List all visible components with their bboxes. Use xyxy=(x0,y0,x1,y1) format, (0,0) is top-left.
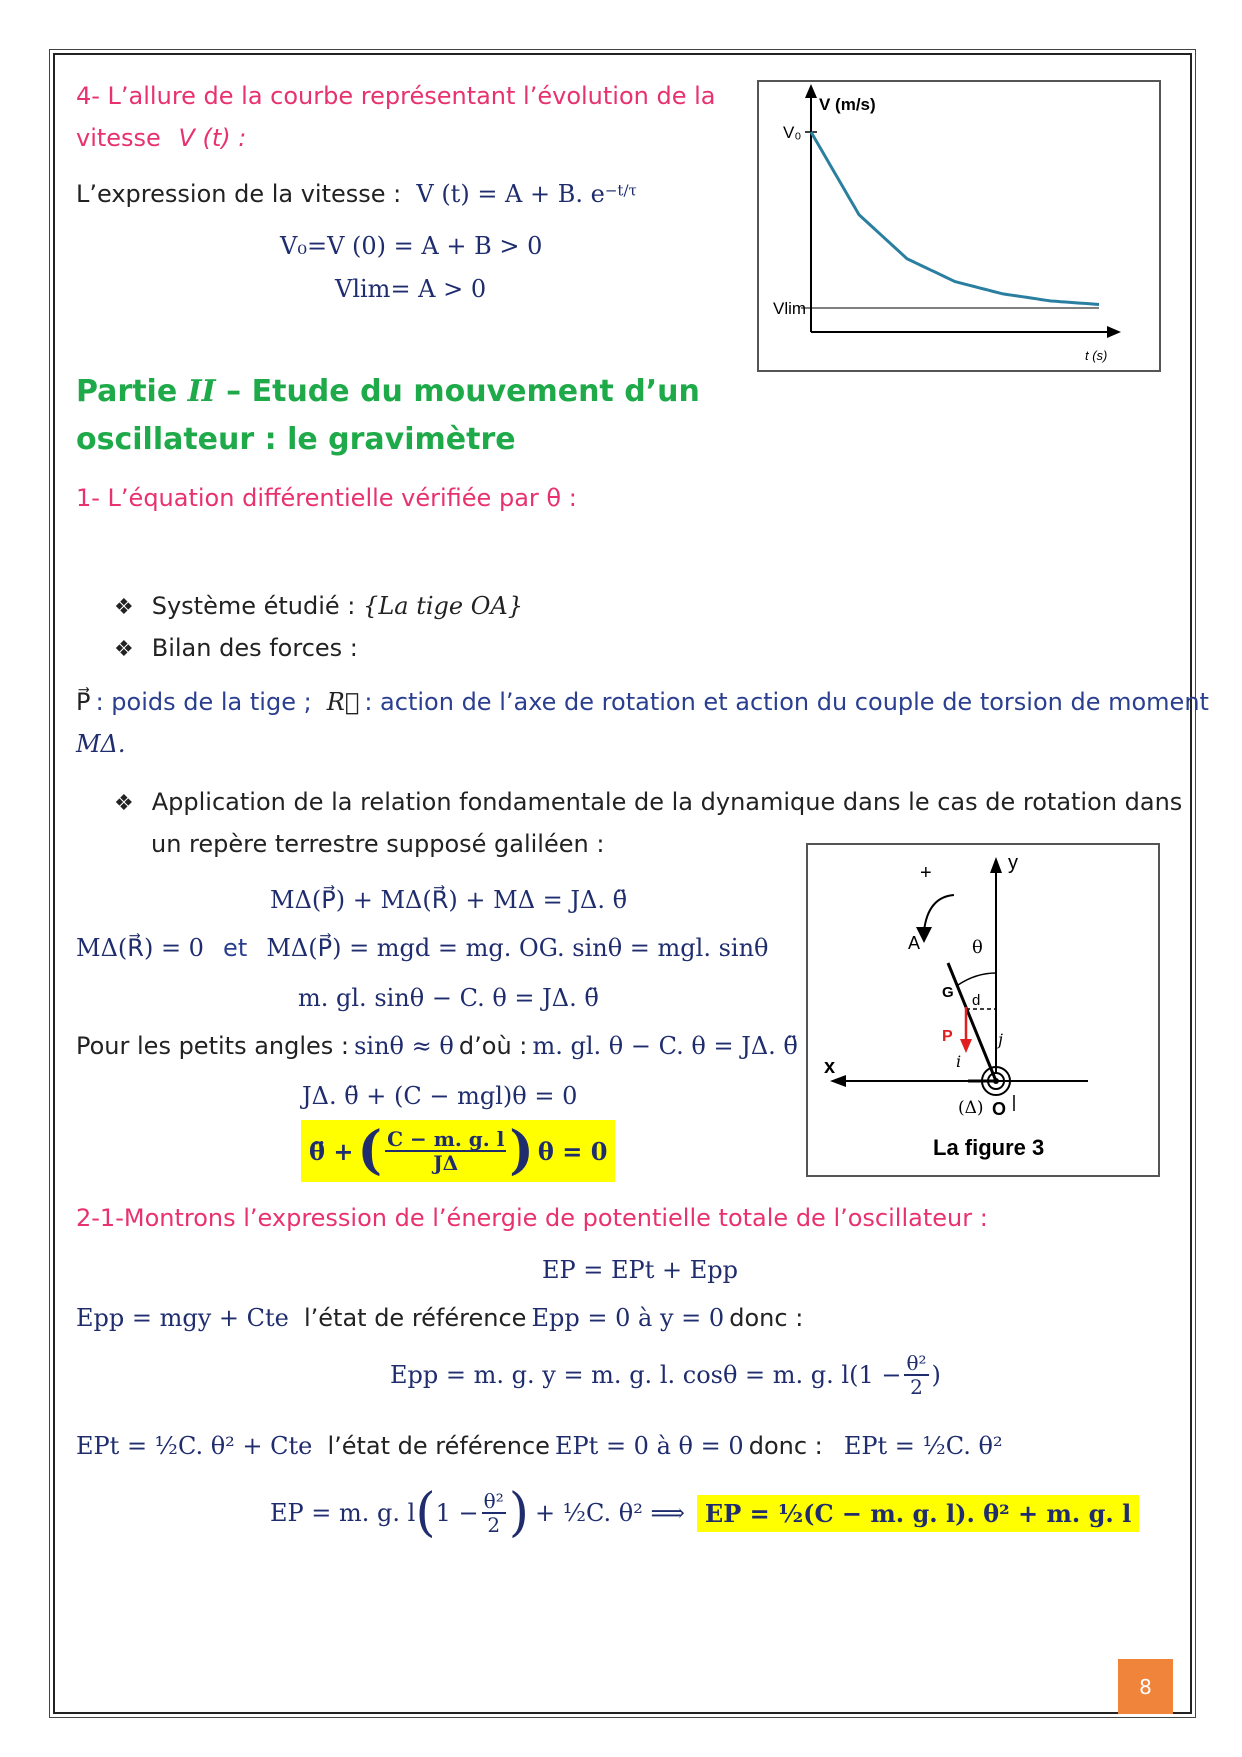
q4-v0-line: V₀=V (0) = A + B > 0 xyxy=(280,232,543,260)
q4-expression xyxy=(76,180,637,208)
ept-ref-math: EPt = 0 à θ = 0 xyxy=(555,1432,744,1460)
part2-title-c: – Etude du mouvement d’un xyxy=(215,374,700,409)
q4-expr: V (t) = A + B. e xyxy=(416,180,605,208)
bullet-system xyxy=(114,592,523,620)
y-axis-arrow xyxy=(805,84,817,98)
q4-expr-label: L’expression de la vitesse : xyxy=(76,180,402,208)
final-differential-equation: θ̈ + ( $\frac{C - m. g. l}{J\Delta}$ ) θ = 0 xyxy=(301,1120,615,1182)
bullet-diamond-icon: ❖ xyxy=(114,595,134,620)
ept-result: EPt = ½C. θ² xyxy=(843,1432,1003,1460)
fig-i-label: i xyxy=(956,1052,962,1071)
force-r-desc: : action de l’axe de rotation et action du couple de torsion de moment xyxy=(364,688,1209,716)
moment-symbol: MΔ. xyxy=(76,730,126,758)
fig-delta-label: (Δ) xyxy=(958,1098,984,1118)
chart-vlim-label: Vlim xyxy=(773,299,807,318)
force-p-symbol: P⃗ xyxy=(76,688,91,716)
equation-2b: et xyxy=(223,934,248,962)
ep-final-line: EP = m. g. l ( 1 − $\frac{\text{θ²}}{2}$ ) + ½C. θ² ⟹ EP = ½(C − m. g. l). θ² + m. g. l xyxy=(270,1482,1139,1544)
fig-g-label: G xyxy=(942,984,954,1001)
q21-heading: 2-1-Montrons l’expression de l’énergie de potentielle totale de l’oscillateur : xyxy=(76,1204,988,1232)
ep-final-result: EP = ½(C − m. g. l). θ² + m. g. l xyxy=(697,1495,1139,1532)
fig-d-label: d xyxy=(972,992,981,1009)
fig-theta-label: θ xyxy=(972,937,983,958)
q1-heading: 1- L’équation différentielle vérifiée par θ : xyxy=(76,484,577,512)
epp-expression: Epp = m. g. y = m. g. l. cosθ = m. g. l(1 − $\frac{\text{θ²}}{2}$ ) xyxy=(390,1351,941,1399)
small-angle-text1: Pour les petits angles : xyxy=(76,1032,349,1060)
fig-rotation-arrow xyxy=(924,895,954,931)
ept-donc: donc : xyxy=(748,1432,823,1460)
epp-expr: Epp = m. g. y = m. g. l. cosθ = m. g. l(1 − xyxy=(390,1361,902,1389)
equation-1: MΔ(P⃗) + MΔ(R⃗) + MΔ = JΔ. θ̈ xyxy=(270,886,628,914)
figure-3 xyxy=(806,843,1160,1177)
q4-heading-word: vitesse xyxy=(76,124,161,152)
bullet-forces xyxy=(114,634,358,662)
equation-4: JΔ. θ̈ + (C − mgl)θ = 0 xyxy=(302,1082,578,1110)
part2-title-a: Partie xyxy=(76,374,188,409)
velocity-curve xyxy=(811,132,1099,305)
ept-definition-line xyxy=(76,1432,1003,1460)
ept-ref-text: l’état de référence xyxy=(327,1432,550,1460)
small-angle-text2: d’où : xyxy=(458,1032,528,1060)
x-axis-arrow xyxy=(1107,326,1121,338)
forces-label: Bilan des forces : xyxy=(151,634,358,662)
chart-xlabel: t (s) xyxy=(1085,348,1108,363)
small-angle-line xyxy=(76,1032,798,1060)
equation-2 xyxy=(76,934,769,962)
ept-def: EPt = ½C. θ² + Cte xyxy=(76,1432,313,1460)
velocity-chart-svg xyxy=(759,82,1159,370)
ep-final-left: EP = m. g. l xyxy=(270,1499,416,1527)
fig-o-label: O xyxy=(992,1099,1007,1119)
fig-p-label: P xyxy=(942,1028,953,1045)
small-angle-math1: sinθ ≈ θ xyxy=(354,1032,454,1060)
epp-definition-line xyxy=(76,1304,803,1332)
system-value: {La tige OA} xyxy=(363,592,523,620)
bullet-apply xyxy=(114,788,1182,816)
small-angle-math2: m. gl. θ − C. θ = JΔ. θ̈ xyxy=(532,1032,798,1060)
fig-plus-label: + xyxy=(920,862,932,884)
final-eq-fraction xyxy=(385,1128,506,1174)
part2-title-numeral: II xyxy=(187,374,216,409)
figure-3-svg xyxy=(808,845,1158,1175)
fig-j-label: j xyxy=(998,1030,1003,1049)
ep-final-fraction: $\frac{\text{θ²}}{2}$ xyxy=(483,1489,504,1537)
final-eq-denominator: JΔ xyxy=(433,1151,459,1175)
bullet-diamond-icon: ❖ xyxy=(114,637,134,662)
fig-y-label: y xyxy=(1008,852,1018,874)
fig-theta-arc xyxy=(958,973,996,985)
chart-ylabel: V (m/s) xyxy=(819,95,876,114)
equation-2c: MΔ(P⃗) = mgd = mg. OG. sinθ = mgl. sinθ xyxy=(266,934,769,962)
q4-heading-line2 xyxy=(76,124,246,152)
epp-donc: donc : xyxy=(729,1304,804,1332)
epp-ref-math: Epp = 0 à y = 0 xyxy=(531,1304,725,1332)
equation-3: m. gl. sinθ − C. θ = JΔ. θ̈ xyxy=(298,984,599,1012)
q4-expr-exponent: −t/τ xyxy=(604,181,637,200)
final-eq-right: θ = 0 xyxy=(537,1136,608,1166)
part2-title-line1 xyxy=(76,374,700,409)
epp-def: Epp = mgy + Cte xyxy=(76,1304,289,1332)
part2-title-line2: oscillateur : le gravimètre xyxy=(76,422,516,457)
q4-vlim-line: Vlim= A > 0 xyxy=(335,275,487,303)
fig-x-label: x xyxy=(824,1056,836,1078)
ep-final-mid: + ½C. θ² ⟹ xyxy=(535,1499,685,1527)
bullet-diamond-icon: ❖ xyxy=(114,791,134,816)
chart-v0-label: V₀ xyxy=(783,123,802,142)
page-number: 8 xyxy=(1118,1659,1173,1714)
ep-sum: EP = EPt + Epp xyxy=(542,1256,738,1284)
q4-heading-var: V (t) : xyxy=(178,124,247,152)
fig-weight-arrowhead xyxy=(960,1039,972,1053)
velocity-chart xyxy=(757,80,1161,372)
system-label: Système étudié : xyxy=(151,592,356,620)
apply-line1: Application de la relation fondamentale de la dynamique dans le cas de rotation dans xyxy=(151,788,1183,816)
final-eq-left: θ̈ + xyxy=(309,1136,354,1166)
figure-caption: La figure 3 xyxy=(933,1135,1045,1160)
fig-y-arrow xyxy=(990,857,1002,873)
epp-fraction: $\frac{\text{θ²}}{2}$ xyxy=(906,1351,927,1399)
equation-2a: MΔ(R⃗) = 0 xyxy=(76,934,204,962)
apply-line2: un repère terrestre supposé galiléen : xyxy=(151,830,605,858)
fig-a-label: A xyxy=(908,933,921,953)
forces-line xyxy=(76,688,1209,716)
epp-ref-text: l’état de référence xyxy=(303,1304,527,1332)
force-p-desc: : poids de la tige ; xyxy=(95,688,312,716)
q4-heading-line1: 4- L’allure de la courbe représentant l’évolution de la xyxy=(76,82,716,110)
fig-pivot xyxy=(993,1078,999,1084)
final-eq-numerator: C − m. g. l xyxy=(387,1127,505,1151)
force-r-symbol: R⃗ xyxy=(326,688,360,716)
